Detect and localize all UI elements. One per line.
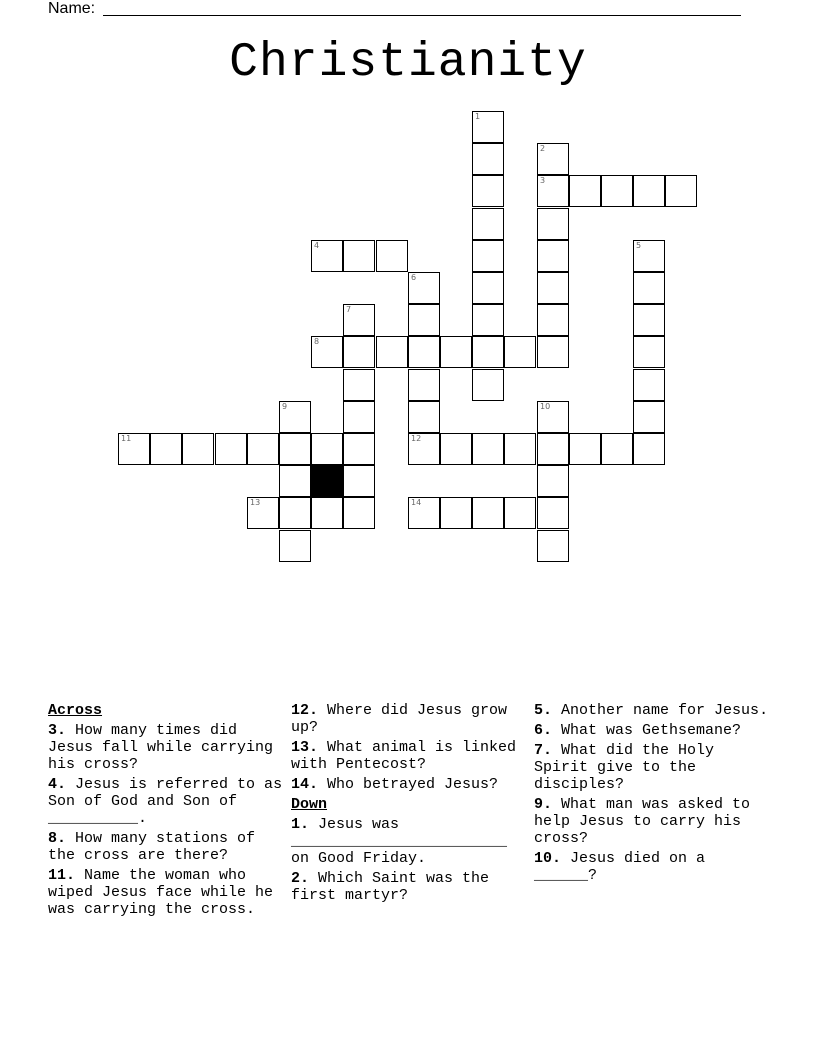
clues-column-1 xyxy=(48,702,284,921)
clue-number-label: 10 xyxy=(540,402,551,411)
clue-across-3 xyxy=(48,722,284,773)
clue-text: How many times did Jesus fall while carrying his cross? xyxy=(48,722,274,773)
clue-number: 6. xyxy=(534,722,553,739)
clue-text: Jesus is referred to as Son of God and Son of __________. xyxy=(48,776,283,827)
crossword-cell[interactable] xyxy=(472,336,504,368)
name-label: Name: xyxy=(48,0,96,17)
clue-number: 4. xyxy=(48,776,67,793)
crossword-cell[interactable] xyxy=(633,272,665,304)
clue-across-4 xyxy=(48,776,284,827)
clue-text: What animal is linked with Pentecost? xyxy=(291,739,517,773)
crossword-cell[interactable] xyxy=(343,369,375,401)
crossword-cell[interactable] xyxy=(504,497,536,529)
crossword-cell[interactable] xyxy=(569,433,601,465)
clue-number: 1. xyxy=(291,816,310,833)
clue-text: Jesus died on a ______? xyxy=(534,850,706,884)
crossword-cell-12[interactable] xyxy=(408,433,440,465)
crossword-cell[interactable] xyxy=(537,433,569,465)
crossword-cell[interactable] xyxy=(537,208,569,240)
clue-number: 3. xyxy=(48,722,67,739)
clue-text: How many stations of the cross are there? xyxy=(48,830,256,864)
clue-text: What did the Holy Spirit give to the disciples? xyxy=(534,742,715,793)
crossword-cell[interactable] xyxy=(633,433,665,465)
crossword-cell[interactable] xyxy=(472,143,504,175)
clue-number: 7. xyxy=(534,742,553,759)
clue-number: 12. xyxy=(291,702,319,719)
clue-down-7 xyxy=(534,742,770,793)
crossword-cell[interactable] xyxy=(601,433,633,465)
clue-number: 8. xyxy=(48,830,67,847)
crossword-cell[interactable] xyxy=(343,433,375,465)
clue-down-1 xyxy=(291,816,527,867)
clue-text: Name the woman who wiped Jesus face while he was carrying the cross. xyxy=(48,867,274,918)
clue-number-label: 8 xyxy=(314,337,320,346)
clue-text: Who betrayed Jesus? xyxy=(327,776,499,793)
clue-number: 5. xyxy=(534,702,553,719)
crossword-cell-8[interactable] xyxy=(311,336,343,368)
crossword-cell[interactable] xyxy=(504,336,536,368)
clue-number: 14. xyxy=(291,776,319,793)
crossword-cell[interactable] xyxy=(537,530,569,562)
crossword-cell[interactable] xyxy=(182,433,214,465)
clue-number-label: 11 xyxy=(121,434,132,443)
crossword-cell[interactable] xyxy=(343,336,375,368)
crossword-cell[interactable] xyxy=(376,240,408,272)
crossword-cell-5[interactable] xyxy=(633,240,665,272)
clue-number-label: 7 xyxy=(346,305,352,314)
clue-number-label: 4 xyxy=(314,241,320,250)
clue-number: 13. xyxy=(291,739,319,756)
crossword-cell[interactable] xyxy=(247,433,279,465)
clue-number-label: 9 xyxy=(282,402,288,411)
clues-column-3 xyxy=(534,702,770,887)
crossword-cell[interactable] xyxy=(537,304,569,336)
crossword-cell[interactable] xyxy=(440,497,472,529)
crossword-cell[interactable] xyxy=(215,433,247,465)
clue-across-11 xyxy=(48,867,284,918)
crossword-cell-11[interactable] xyxy=(118,433,150,465)
crossword-cell[interactable] xyxy=(504,433,536,465)
clue-down-9 xyxy=(534,796,770,847)
crossword-cell[interactable] xyxy=(472,304,504,336)
clue-across-13 xyxy=(291,739,527,773)
crossword-cell[interactable] xyxy=(633,336,665,368)
crossword-cell[interactable] xyxy=(440,336,472,368)
crossword-cell[interactable] xyxy=(472,433,504,465)
crossword-cell[interactable] xyxy=(279,530,311,562)
clue-text: Another name for Jesus. xyxy=(561,702,769,719)
clue-number-label: 3 xyxy=(540,176,546,185)
clue-number-label: 6 xyxy=(411,273,417,282)
clue-across-12 xyxy=(291,702,527,736)
crossword-cell-9[interactable] xyxy=(279,401,311,433)
crossword-cell-4[interactable] xyxy=(311,240,343,272)
crossword-cell[interactable] xyxy=(665,175,697,207)
crossword-cell[interactable] xyxy=(343,465,375,497)
crossword-cell-1[interactable] xyxy=(472,111,504,143)
clue-text: Where did Jesus grow up? xyxy=(291,702,508,736)
crossword-cell[interactable] xyxy=(633,175,665,207)
clue-number-label: 13 xyxy=(250,498,261,507)
crossword-cell[interactable] xyxy=(408,369,440,401)
crossword-cell[interactable] xyxy=(343,240,375,272)
clue-number: 9. xyxy=(534,796,553,813)
crossword-cell[interactable] xyxy=(537,497,569,529)
down-heading: Down xyxy=(291,796,328,813)
black-square xyxy=(311,465,343,497)
crossword-cell[interactable] xyxy=(472,175,504,207)
crossword-cell[interactable] xyxy=(311,497,343,529)
crossword-cell-14[interactable] xyxy=(408,497,440,529)
crossword-cell[interactable] xyxy=(537,336,569,368)
clue-across-8 xyxy=(48,830,284,864)
crossword-cell[interactable] xyxy=(343,401,375,433)
crossword-cell-10[interactable] xyxy=(537,401,569,433)
clue-number-label: 5 xyxy=(636,241,642,250)
crossword-cell[interactable] xyxy=(311,433,343,465)
clue-down-10 xyxy=(534,850,770,884)
crossword-cell[interactable] xyxy=(408,336,440,368)
clue-text: What was Gethsemane? xyxy=(561,722,742,739)
clue-down-2 xyxy=(291,870,527,904)
clue-across-14 xyxy=(291,776,527,793)
across-heading: Across xyxy=(48,702,103,719)
crossword-cell[interactable] xyxy=(537,272,569,304)
clue-number-label: 1 xyxy=(475,112,481,121)
crossword-cell[interactable] xyxy=(537,240,569,272)
crossword-cell-6[interactable] xyxy=(408,272,440,304)
crossword-cell-2[interactable] xyxy=(537,143,569,175)
crossword-cell[interactable] xyxy=(472,208,504,240)
clues-column-2 xyxy=(291,702,527,907)
crossword-cell[interactable] xyxy=(279,465,311,497)
crossword-cell-3[interactable] xyxy=(537,175,569,207)
crossword-cell[interactable] xyxy=(408,304,440,336)
crossword-cell[interactable] xyxy=(279,497,311,529)
crossword-cell[interactable] xyxy=(472,497,504,529)
clue-down-6 xyxy=(534,722,770,739)
clue-number: 10. xyxy=(534,850,562,867)
crossword-cell[interactable] xyxy=(440,433,472,465)
crossword-cell[interactable] xyxy=(633,369,665,401)
crossword-cell[interactable] xyxy=(472,272,504,304)
clue-text: Jesus was ________________________ on Good Friday. xyxy=(291,816,508,867)
crossword-cell[interactable] xyxy=(569,175,601,207)
clue-number-label: 12 xyxy=(411,434,422,443)
crossword-cell[interactable] xyxy=(633,401,665,433)
crossword-cell[interactable] xyxy=(408,401,440,433)
clue-number: 11. xyxy=(48,867,76,884)
crossword-cell[interactable] xyxy=(633,304,665,336)
crossword-cell-13[interactable] xyxy=(247,497,279,529)
crossword-cell[interactable] xyxy=(343,497,375,529)
clue-number-label: 2 xyxy=(540,144,546,153)
page-title: Christianity xyxy=(229,36,587,90)
crossword-cell-7[interactable] xyxy=(343,304,375,336)
crossword-cell[interactable] xyxy=(537,465,569,497)
clue-number-label: 14 xyxy=(411,498,422,507)
crossword-cell[interactable] xyxy=(472,240,504,272)
crossword-cell[interactable] xyxy=(150,433,182,465)
crossword-cell[interactable] xyxy=(601,175,633,207)
clue-down-5 xyxy=(534,702,770,719)
crossword-cell[interactable] xyxy=(472,369,504,401)
clue-text: Which Saint was the first martyr? xyxy=(291,870,490,904)
crossword-cell[interactable] xyxy=(376,336,408,368)
clue-number: 2. xyxy=(291,870,310,887)
clue-text: What man was asked to help Jesus to carry his cross? xyxy=(534,796,751,847)
crossword-cell[interactable] xyxy=(279,433,311,465)
